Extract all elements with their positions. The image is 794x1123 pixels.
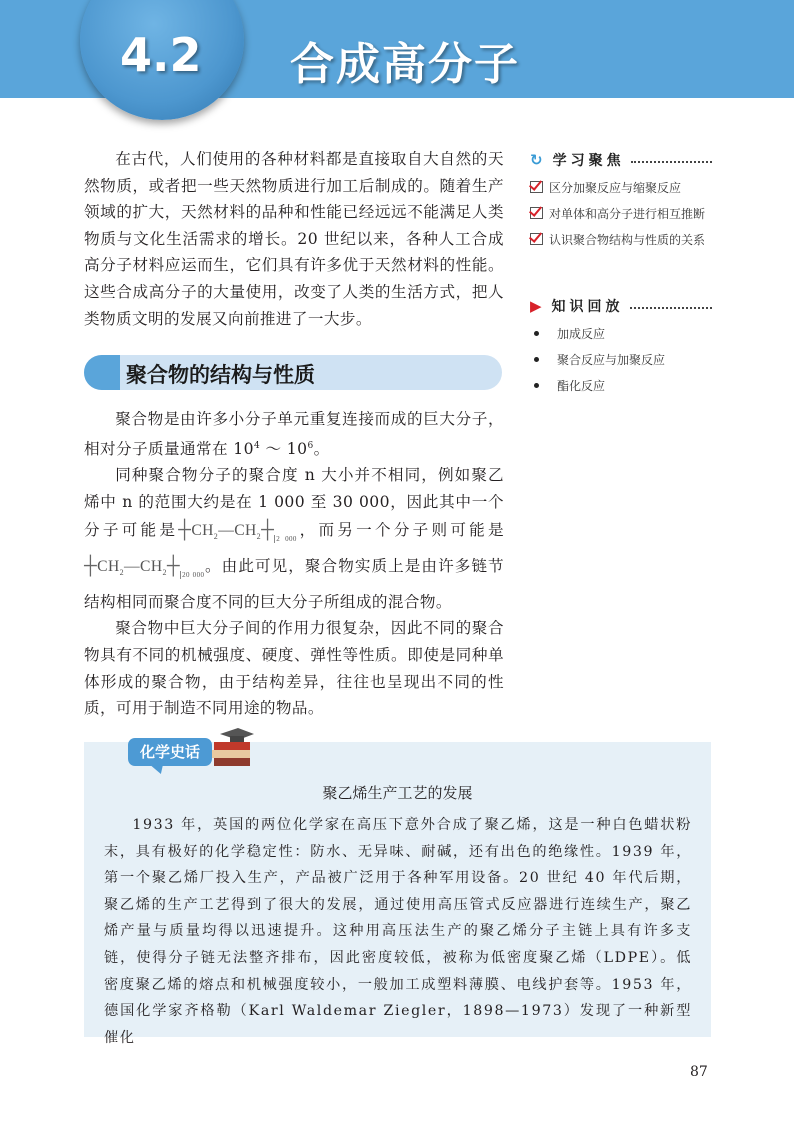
heading-pill [84,355,120,390]
section-body [84,406,504,722]
bullet-icon [534,331,539,336]
formula-20000: $┼CH_2—CH_2┼$ $_{20 000}$ [84,555,205,580]
dots [631,161,712,163]
f1-sub: 2 [213,531,219,541]
review-title: 知识回放 [551,299,624,315]
f2-dash: — [124,558,141,576]
history-title: 聚乙烯生产工艺的发展 [322,784,473,802]
p2a: 同种聚合物分子的聚合度 n 大小并不相同，例如聚乙烯中 n 的范围大约是在 1 000 至 30 000，因此其中一个分子可能是 [84,466,504,539]
focus-item [530,174,712,200]
focus-item [530,226,712,252]
f1-n: 2 000 [276,534,297,543]
learning-focus [530,150,712,252]
exp1: 4 [253,440,261,451]
exp2: 6 [307,440,314,451]
focus-label: 区分加聚反应与缩聚反应 [549,180,682,195]
review-item [530,346,712,372]
p1-mid: ～ 10 [260,439,308,458]
history-tag: 化学史话 [128,738,212,766]
paragraph-2 [84,462,504,615]
section-title: 聚合物的结构与性质 [126,363,315,387]
f2-n: 20 000 [182,571,205,580]
page-number: 87 [690,1064,708,1080]
refresh-icon: ↻ [530,151,547,169]
books-graduation-cap-icon [210,726,260,770]
p2b: ，而另一个分子则可能是 [296,520,504,539]
history-text: 1933 年，英国的两位化学家在高压下意外合成了聚乙烯，这是一种白色蜡状粉末，具有极好的化学稳定性：防水、无异味、耐碱，还有出色的绝缘性。1939 年，第一个聚乙烯厂投入生产，产品被广泛用于各种军用设备。20 世纪 40 年代后期，聚乙烯的生产工艺得到了很大的发展，通过使用高压管式反应器进行连续生产，聚乙烯产量与质量均得以迅速提升。这种用高压法生产的聚乙烯分子主链上具有许多支链，使得分子链无法整齐排布，因此密度较低，被称为低密度聚乙烯（LDPE）。低密度聚乙烯的熔点和机械强度较小，一般加工成塑料薄膜、电线护套等。1953 年，德国化学家齐格勒（Karl Waldemar Ziegler，1898—1973）发现了一种新型催化 [104,817,692,1046]
bullet-icon [534,383,539,388]
f1-sub2: 2 [256,531,262,541]
section-number: 4.2 [120,28,202,82]
f2-ch2: CH [140,558,163,576]
f2-ch: CH [97,558,120,576]
review-label: 聚合反应与加聚反应 [557,352,666,367]
f1-ch2: CH [234,521,257,539]
intro-text [84,146,504,332]
focus-label: 认识聚合物结构与性质的关系 [549,232,706,247]
f1-ch: CH [191,521,214,539]
play-triangle-icon: ▶ [530,297,546,315]
f1-dash: — [218,521,235,539]
page-title: 合成高分子 [290,39,520,90]
focus-title: 学习聚焦 [552,153,625,169]
dots [630,307,712,309]
bullet-icon [534,357,539,362]
f2-sub: 2 [119,568,125,578]
focus-item [530,200,712,226]
formula-2000: $┼CH_2—CH_2┼$ $_{2 000}$ [178,518,297,543]
focus-label: 对单体和高分子进行相互推断 [549,206,706,221]
checkbox-icon [530,207,543,219]
p1-text: 聚合物是由许多小分子单元重复连接而成的巨大分子，相对分子质量通常在 10 [84,410,504,458]
paragraph-3: 聚合物中巨大分子间的作用力很复杂，因此不同的聚合物具有不同的机械强度、硬度、弹性等性质。即使是同种单体形成的聚合物，由于结构差异，往往也呈现出不同的性质，可用于制造不同用途的物品。 [84,619,504,718]
review-item [530,372,712,398]
checkbox-icon [530,233,543,245]
knowledge-review [530,296,712,398]
review-heading [530,296,712,316]
paragraph-1 [84,406,504,462]
checkbox-icon [530,181,543,193]
review-item [530,320,712,346]
section-heading [84,355,502,390]
review-label: 加成反应 [557,326,606,341]
p1-end: 。 [313,439,330,458]
intro-paragraph: 在古代，人们使用的各种材料都是直接取自大自然的天然物质，或者把一些天然物质进行加工后制成的。随着生产领域的扩大，天然材料的品种和性能已经远远不能满足人类物质与文化生活需求的增长。20 世纪以来，各种人工合成高分子材料应运而生，它们具有许多优于天然材料的性能。这些合成高分子的大量使用，改变了人类的生活方式，把人类物质文明的发展又向前推进了一大步。 [84,150,504,328]
focus-heading [530,150,712,170]
p2c: 。由此可见，聚合物实质上是由许多链节结构相同而聚合度不同的巨大分子所组成的混合物。 [84,557,505,611]
review-label: 酯化反应 [557,378,606,393]
f2-sub2: 2 [162,568,167,578]
